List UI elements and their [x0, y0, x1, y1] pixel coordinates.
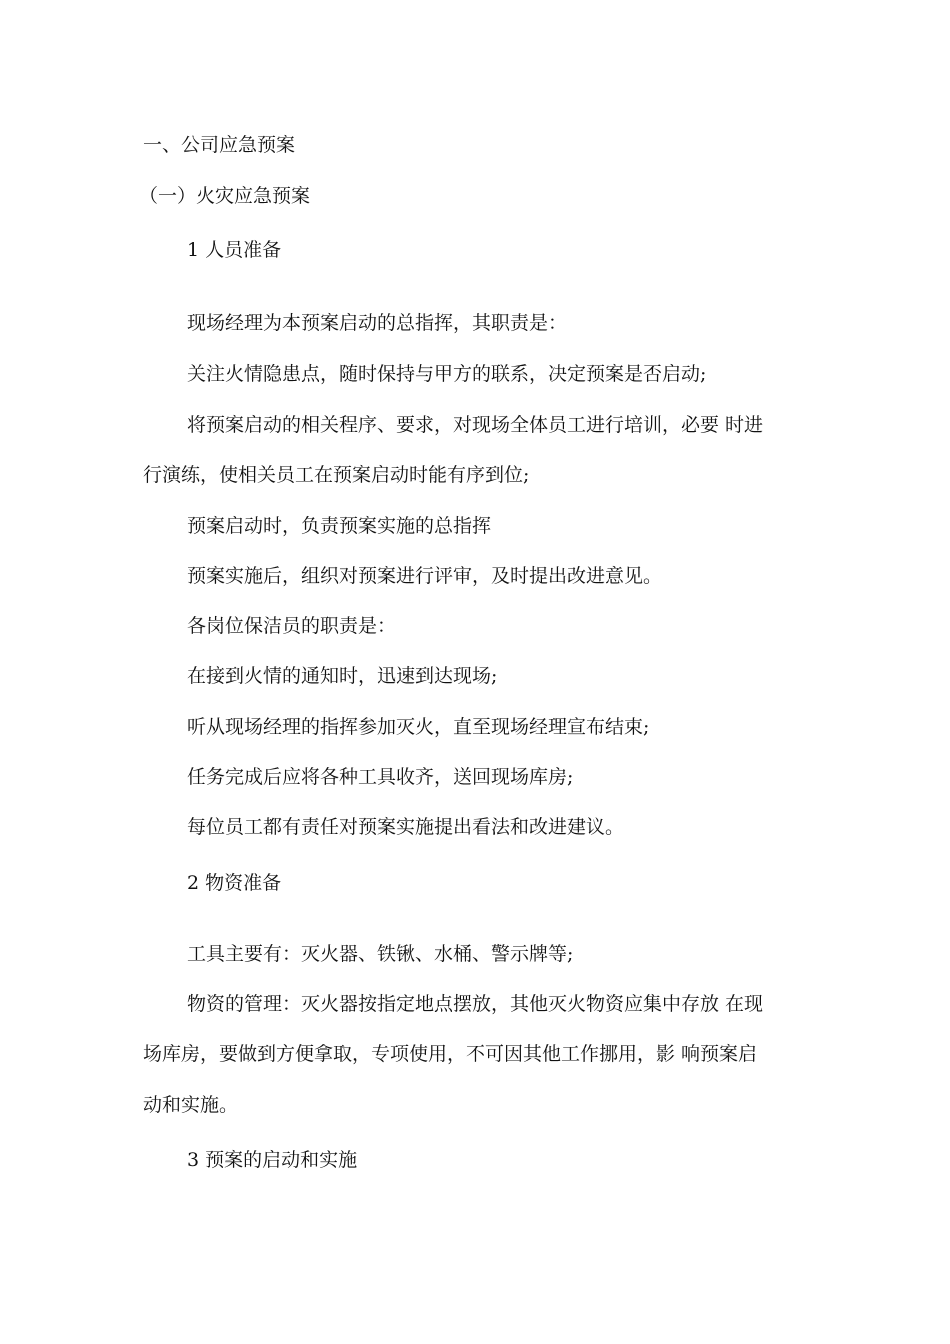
- paragraph-line: 关注火情隐患点，随时保持与甲方的联系，决定预案是否启动;: [187, 363, 707, 385]
- heading-company-emergency-plan: 一、公司应急预案: [143, 134, 296, 156]
- paragraph-line: 预案实施后，组织对预案进行评审，及时提出改进意见。: [187, 565, 663, 587]
- paragraph-line: 场库房，要做到方便拿取，专项使用，不可因其他工作挪用，影 响预案启: [143, 1043, 758, 1065]
- paragraph-line: 现场经理为本预案启动的总指挥，其职责是：: [187, 312, 568, 334]
- paragraph-line: 工具主要有：灭火器、铁锹、水桶、警示牌等;: [187, 943, 574, 965]
- paragraph-line: 每位员工都有责任对预案实施提出看法和改进建议。: [187, 816, 625, 838]
- paragraph-line: 听从现场经理的指挥参加灭火，直至现场经理宣布结束;: [187, 716, 650, 738]
- paragraph-line: 物资的管理：灭火器按指定地点摆放，其他灭火物资应集中存放 在现: [187, 993, 764, 1015]
- paragraph-line: 行演练，使相关员工在预案启动时能有序到位;: [143, 464, 530, 486]
- paragraph-line: 各岗位保洁员的职责是：: [187, 615, 397, 637]
- section-title-personnel: 1 人员准备: [187, 239, 282, 261]
- paragraph-line: 预案启动时，负责预案实施的总指挥: [187, 515, 492, 537]
- paragraph-line: 任务完成后应将各种工具收齐，送回现场库房;: [187, 766, 574, 788]
- section-title-materials: 2 物资准备: [187, 872, 282, 894]
- paragraph-line: 将预案启动的相关程序、要求，对现场全体员工进行培训，必要 时进: [187, 414, 764, 436]
- paragraph-line: 在接到火情的通知时，迅速到达现场;: [187, 665, 498, 687]
- paragraph-line: 动和实施。: [143, 1094, 239, 1116]
- section-title-plan-activation: 3 预案的启动和实施: [187, 1149, 358, 1171]
- heading-fire-emergency-plan: （一）火灾应急预案: [139, 185, 311, 207]
